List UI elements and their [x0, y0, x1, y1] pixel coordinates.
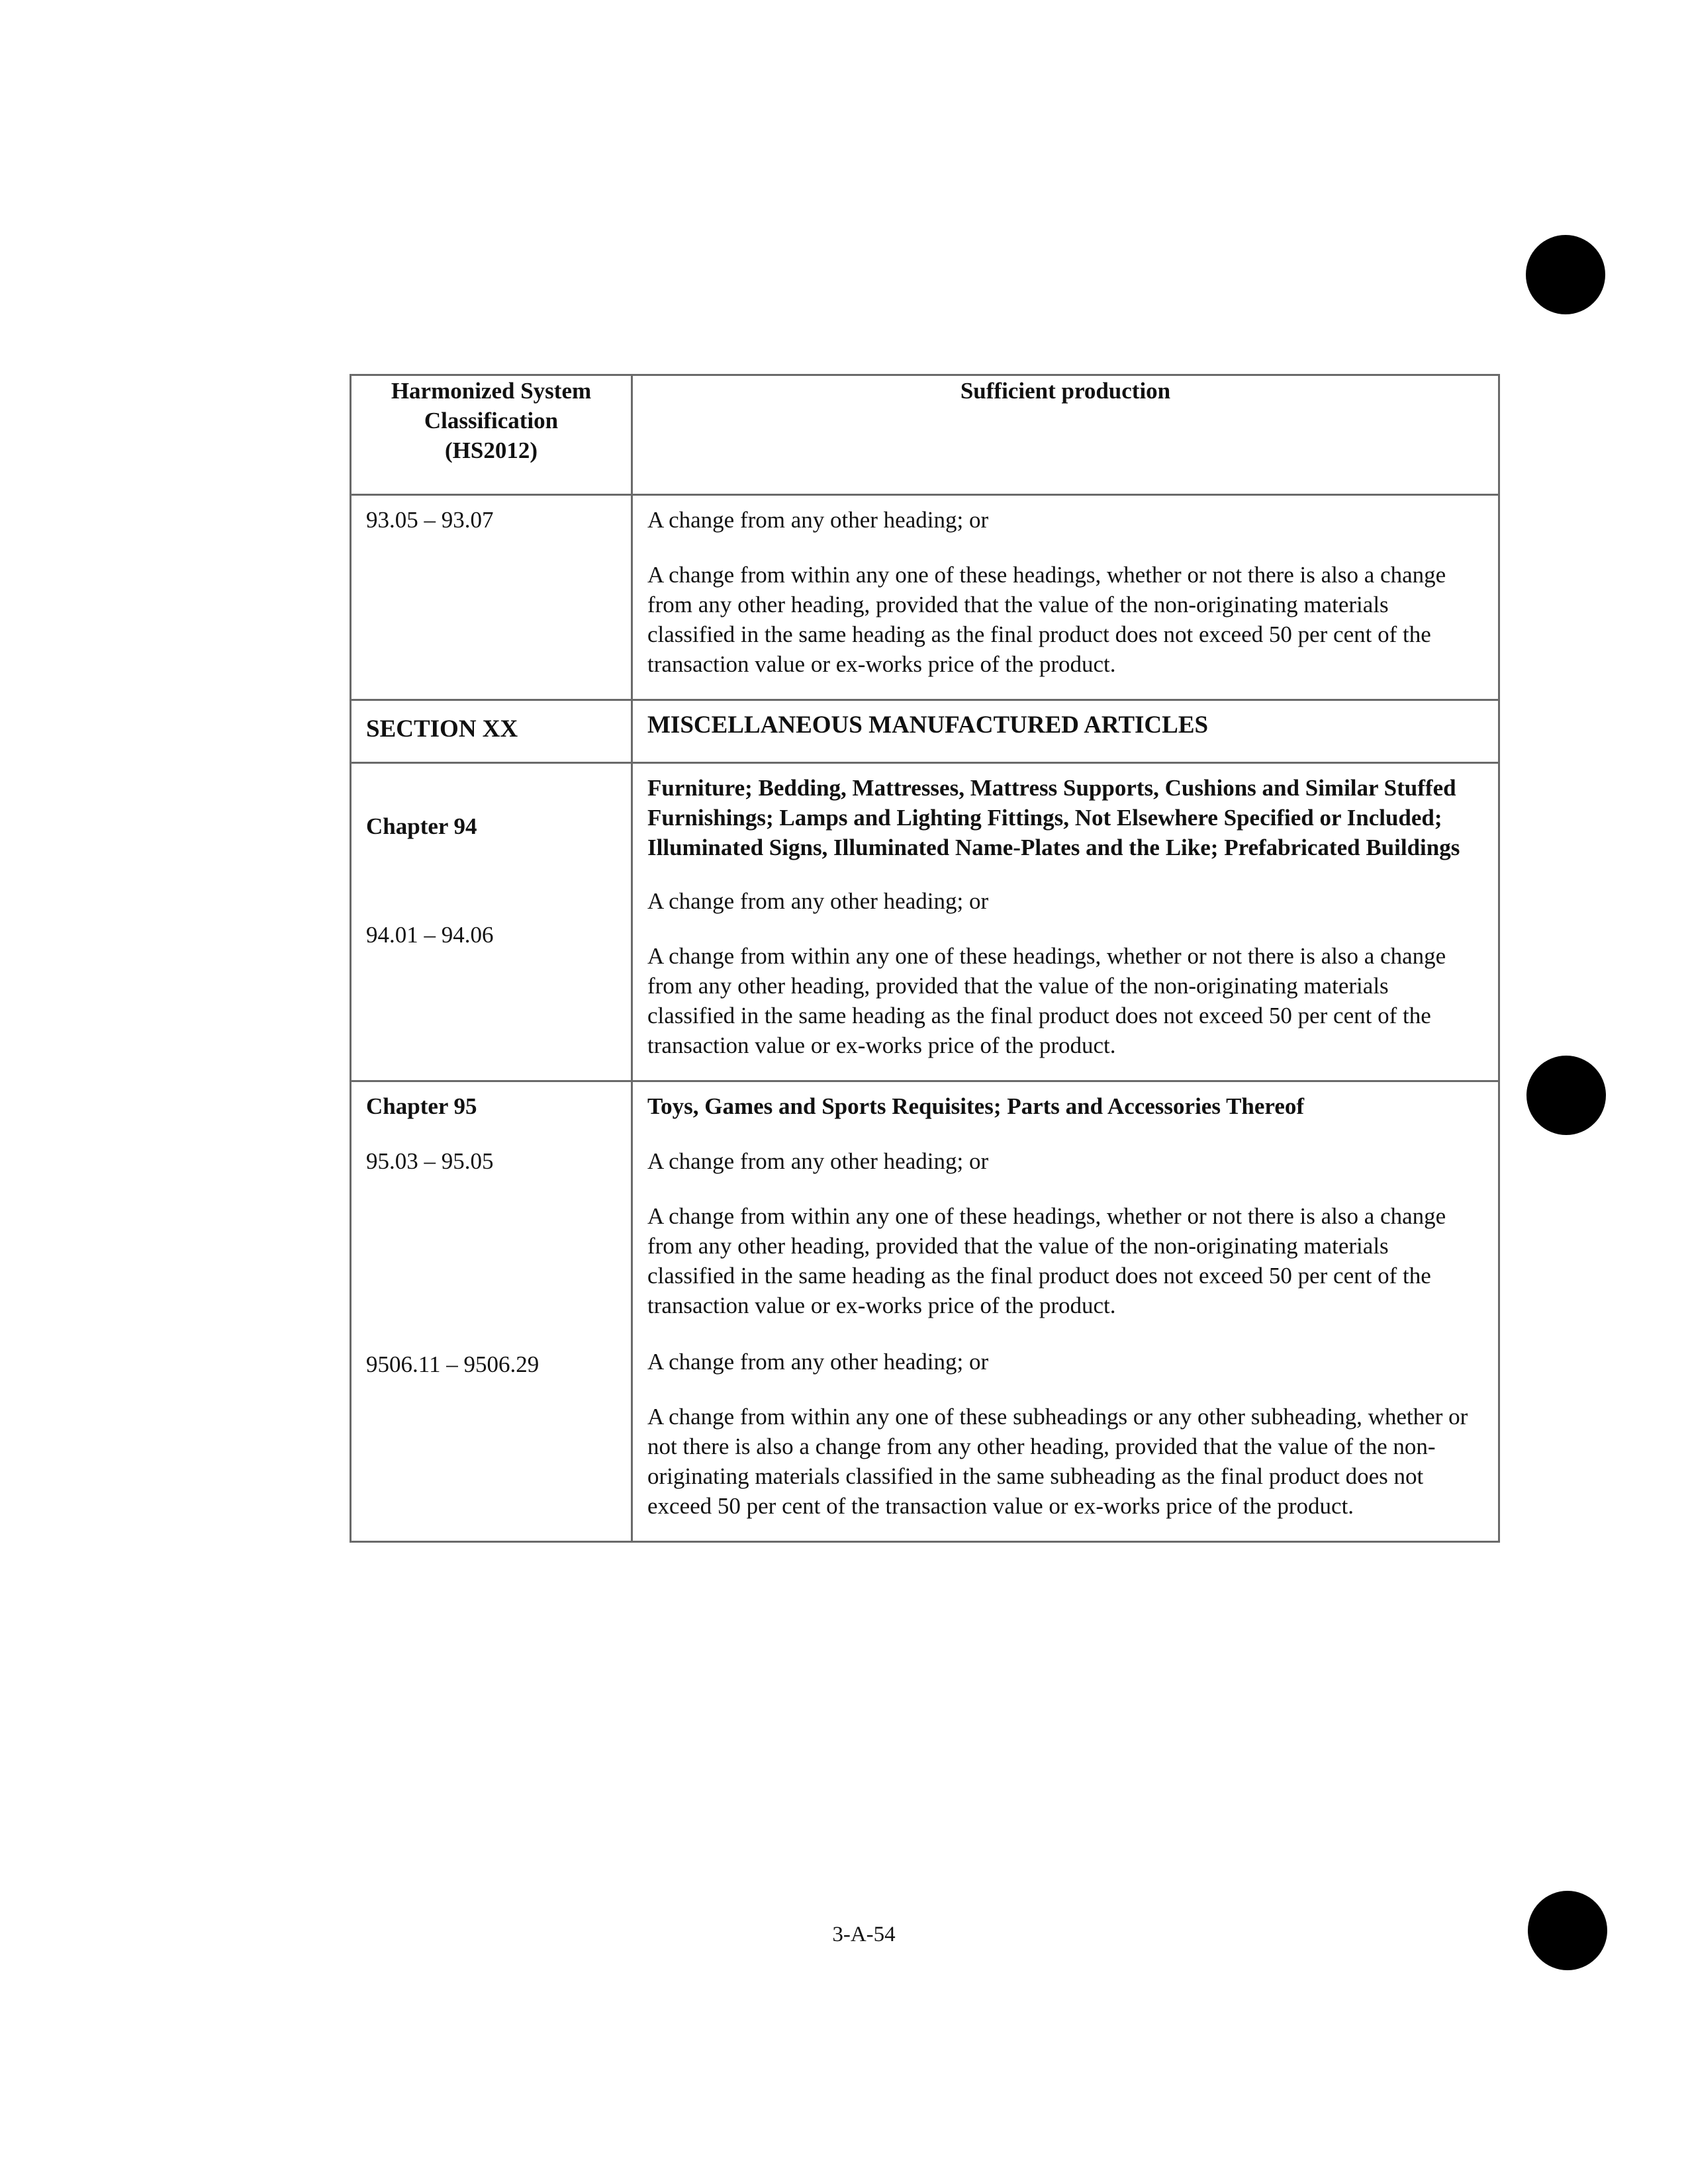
hs-code: 93.05 – 93.07 [366, 507, 494, 533]
rule-cell [632, 495, 1499, 700]
hs-code: 9506.11 – 9506.29 [366, 1351, 539, 1377]
page-number: 3-A-54 [832, 1923, 896, 1946]
hs-code: 94.01 – 94.06 [366, 922, 494, 948]
hs-code: 95.03 – 95.05 [366, 1148, 494, 1174]
table-row [351, 700, 1499, 763]
chapter-cell [351, 1081, 632, 1542]
rules-of-origin-table [350, 374, 1500, 1543]
rule-text: A change from any other heading; or [647, 1349, 989, 1375]
chapter-cell [351, 763, 632, 1081]
chapter-label: Chapter 95 [366, 1093, 477, 1119]
section-title: MISCELLANEOUS MANUFACTURED ARTICLES [647, 711, 1209, 739]
rule-text: A change from within any one of these headings, whether or not there is also a change from any other heading, provided that the value of the non-originating materials classified in the same heading as the final product does not exceed 50 per cent of the transaction value or ex-works price of the product. [647, 562, 1446, 677]
section-cell [351, 700, 632, 763]
table-row [351, 495, 1499, 700]
rule-text: A change from any other heading; or [647, 507, 989, 533]
hs-code-cell [351, 495, 632, 700]
section-label: SECTION XX [366, 715, 518, 743]
table-row [351, 1081, 1499, 1542]
rule-cell [632, 1081, 1499, 1542]
header-line: Harmonized System [391, 378, 592, 404]
table-row [351, 763, 1499, 1081]
rule-text: A change from within any one of these headings, whether or not there is also a change from any other heading, provided that the value of the non-originating materials classified in the same heading as the final product does not exceed 50 per cent of the transaction value or ex-works price of the product. [647, 1203, 1446, 1318]
rule-text: A change from any other heading; or [647, 1148, 989, 1174]
binder-hole-top [1526, 235, 1605, 314]
binder-hole-middle [1526, 1056, 1606, 1135]
rule-text: A change from within any one of these headings, whether or not there is also a change from any other heading, provided that the value of the non-originating materials classified in the same heading as the final product does not exceed 50 per cent of the transaction value or ex-works price of the product. [647, 943, 1446, 1058]
sufficient-production-header: Sufficient production [632, 375, 1499, 495]
hs-classification-header [351, 375, 632, 495]
header-line: (HS2012) [445, 437, 538, 463]
chapter-title: Furniture; Bedding, Mattresses, Mattress Supports, Cushions and Similar Stuffed Furnishings; Lamps and Lighting Fittings, Not Elsewhere Specified or Included; Illuminated Signs, Illuminated Name-Plates and the Like; Prefabricated Buildings [647, 775, 1460, 860]
header-line: Classification [424, 408, 559, 433]
chapter-title: Toys, Games and Sports Requisites; Parts and Accessories Thereof [647, 1093, 1305, 1119]
rule-text: A change from any other heading; or [647, 888, 989, 914]
section-title-cell [632, 700, 1499, 763]
chapter-label: Chapter 94 [366, 813, 477, 839]
rule-cell [632, 763, 1499, 1081]
rule-text: A change from within any one of these subheadings or any other subheading, whether or not there is also a change from any other heading, provided that the value of the non-originating materials classified in the same subheading as the final product does not exceed 50 per cent of the transaction value or ex-works price of the product. [647, 1404, 1468, 1519]
table-header-row [351, 375, 1499, 495]
